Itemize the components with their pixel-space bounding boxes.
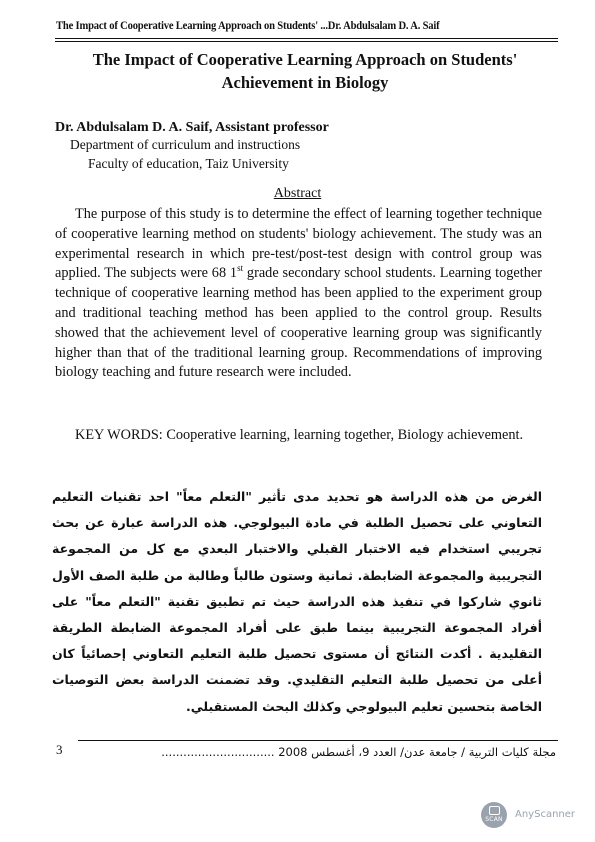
abstract-text-part1: The purpose of this study is to determine the effect of learning together technique of cooperative learning method on students' biology achievement. The study was an experimental research in which pre-test/post-test design with control group was applied. The subjects were 68 1: [55, 206, 542, 282]
abstract-text-part2: grade secondary school students. Learning together technique of cooperative learning method has been applied to the experiment group and traditional teaching method has been applied to the control group. Results showed that the achievement level of cooperative learning group was significantly higher than that of the traditional learning group. Recommendations of improving biology teaching and future research were included.: [55, 265, 543, 381]
header-rule-thin: [55, 41, 558, 42]
page-number: 3: [56, 742, 63, 757]
keywords: KEY WORDS: Cooperative learning, learning together, Biology achievement.: [75, 427, 524, 443]
header-rule: [55, 38, 558, 39]
footer-rule: [78, 740, 558, 741]
scanner-watermark: AnyScanner: [515, 809, 576, 820]
abstract-heading: Abstract: [273, 186, 322, 201]
abstract-text: [55, 205, 542, 383]
author-department: Department of curriculum and instructions: [70, 137, 301, 152]
arabic-abstract: الغرض من هذه الدراسة هو تحديد مدى تأثير "التعلم معاً" احد تقنيات التعليم التعاوني على تحصيل الطلبة في مادة البيولوجي. هذه الدراسة عبارة عن بحث تجريبي استخدام فيه الاختبار القبلي والاختبار البعدي مع كل من المجموعة التجريبية والمجموعة الضابطة. ثمانية وستون طالباً وطالبة من طلبة الصف الأول ثانوي شاركوا في تنفيذ هذه الدراسة حيث تم تطبيق تقنية "التعلم معاً" على أفراد المجموعة التجريبية بينما طبق على أفراد المجموعة الضابطة الطريقة التقليدية . أكدت النتائج أن مستوى تحصيل طلبة التعليم التعاوني إحصائياً كان أعلى من تحصيل طلبة التعليم التقليدي. وقد تضمنت الدراسة بعض التوصيات الخاصة بتحسين تعليم البيولوجي وكذلك البحث المستقبلي.: [52, 489, 542, 714]
title-line-2: Achievement in Biology: [221, 73, 389, 92]
camera-icon: [489, 806, 500, 815]
footer-journal-citation: مجلة كليات التربية / جامعة عدن/ العدد 9، أغسطس 2008 ...............................: [161, 745, 556, 759]
running-header: The Impact of Cooperative Learning Approach on Students' ...Dr. Abdulsalam D. A. Saif: [56, 20, 440, 32]
paper-title: [40, 48, 570, 94]
scanner-badge-label: SCAN: [485, 816, 503, 823]
author-faculty: Faculty of education, Taiz University: [88, 156, 289, 171]
scanner-logo-icon: [481, 802, 507, 828]
abstract-superscript: st: [237, 263, 244, 274]
author-name: Dr. Abdulsalam D. A. Saif, Assistant professor: [55, 120, 329, 135]
title-line-1: The Impact of Cooperative Learning Approach on Students': [92, 50, 518, 69]
